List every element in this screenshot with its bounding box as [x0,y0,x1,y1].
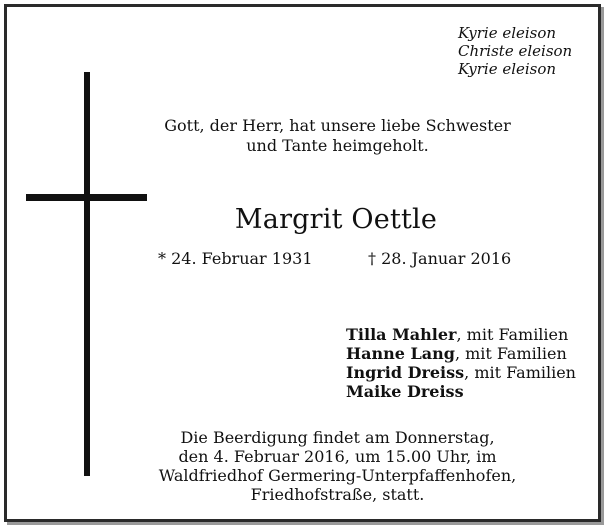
mourner-suffix: , mit Familien [454,344,567,363]
kyrie-line: Kyrie eleison [458,24,557,42]
funeral-line: Waldfriedhof Germering-Unterpfaffenhofen, [158,466,517,485]
mourner-entry [346,382,576,401]
mourner-name: Tilla Mahler [346,325,457,344]
intro-line: und Tante heimgeholt. [246,136,429,155]
funeral-line: Die Beerdigung findet am Donnerstag, [180,428,495,447]
cross-horizontal-bar [26,194,147,201]
birth-date: * 24. Februar 1931 [158,249,313,268]
mourner-entry [346,344,576,363]
kyrie-line: Kyrie eleison [458,60,557,78]
mourners-list [346,325,576,401]
mourner-entry [346,325,576,344]
funeral-notice [130,428,545,504]
mourner-name: Hanne Lang [346,344,455,363]
mourner-entry [346,363,576,382]
kyrie-verse [458,24,572,78]
deceased-name: Margrit Oettle [234,204,438,235]
mourner-name: Ingrid Dreiss [346,363,465,382]
mourner-suffix: , mit Familien [464,363,576,382]
mourner-suffix: , mit Familien [456,325,569,344]
funeral-line: Friedhofstraße, statt. [250,485,425,504]
mourner-name: Maike Dreiss [346,382,464,401]
funeral-line: den 4. Februar 2016, um 15.00 Uhr, im [178,447,497,466]
intro-line: Gott, der Herr, hat unsere liebe Schwester [164,116,511,135]
cross-vertical-bar [84,72,90,476]
death-date: † 28. Januar 2016 [368,249,512,268]
kyrie-line: Christe eleison [458,42,573,60]
intro-text [130,116,545,156]
